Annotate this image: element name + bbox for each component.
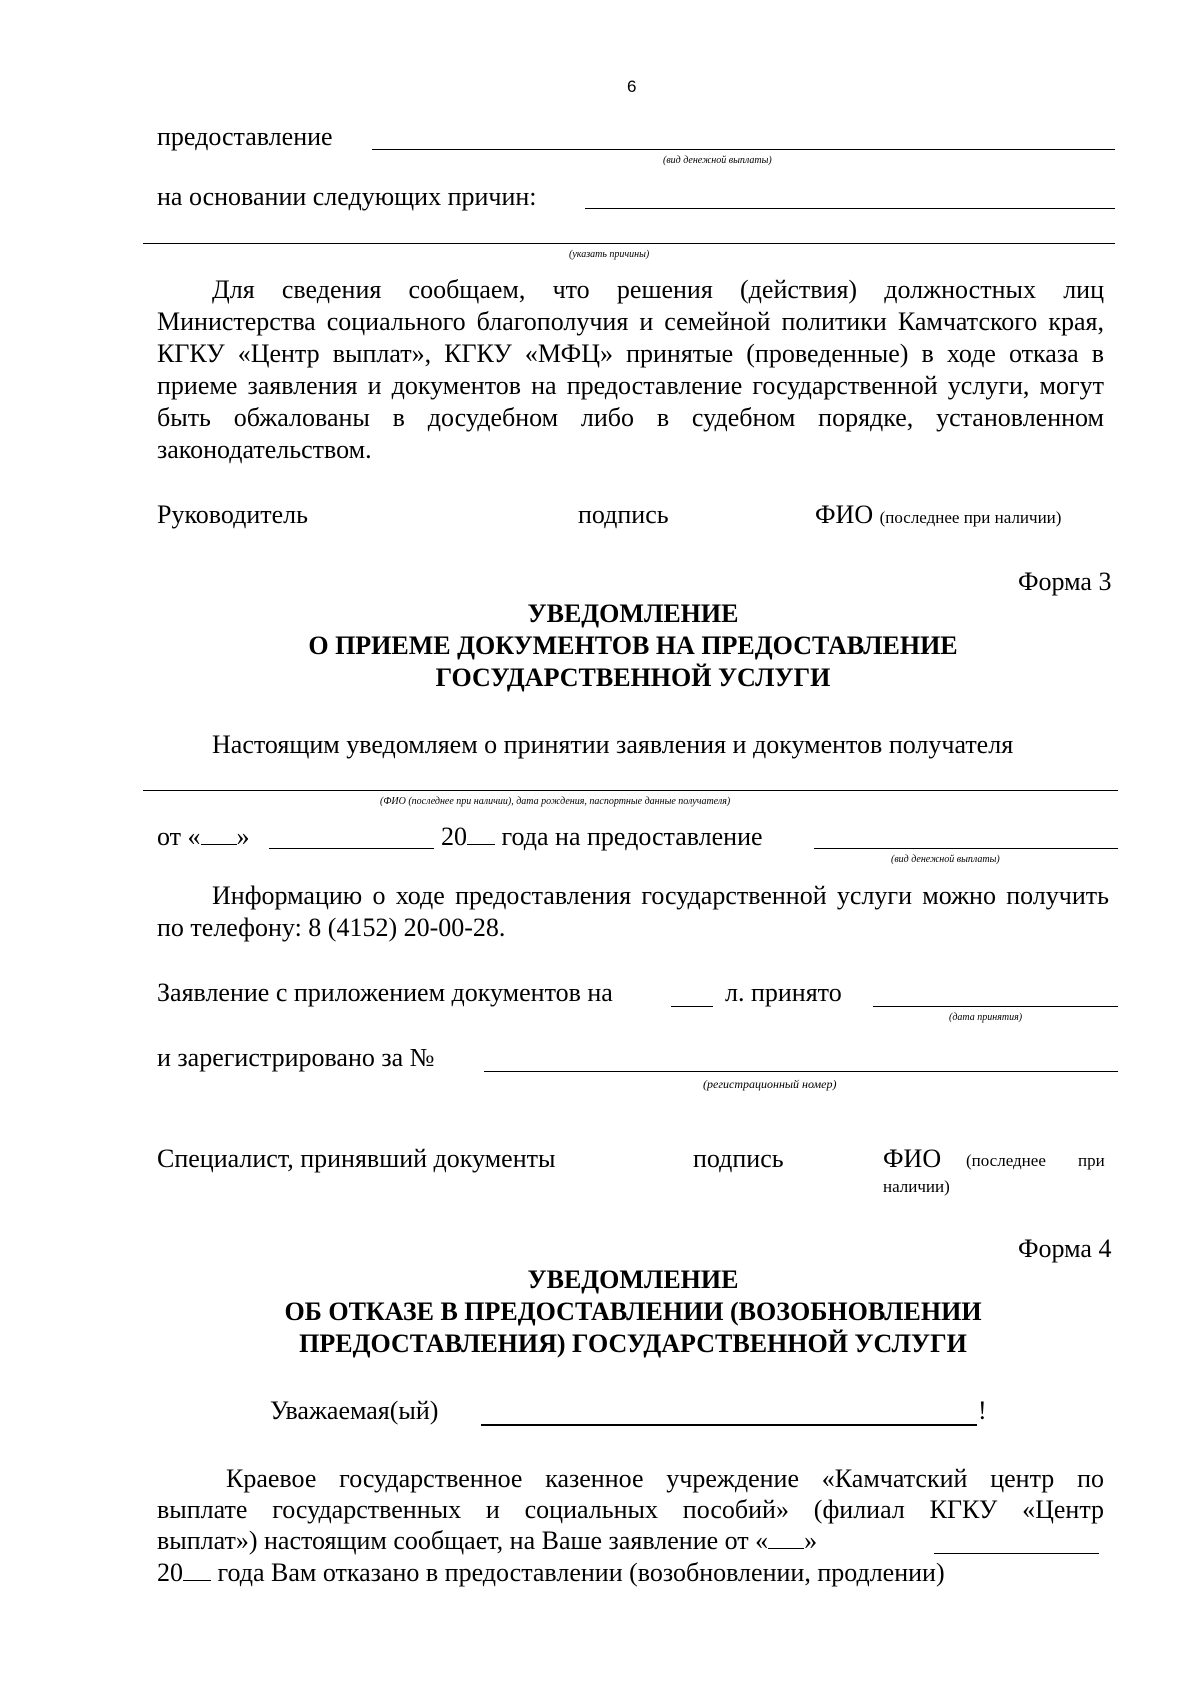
day-blank	[201, 824, 237, 845]
form4-title-line-3: ПРЕДОСТАВЛЕНИЯ) ГОСУДАРСТВЕННОЙ УСЛУГИ	[299, 1329, 967, 1358]
form4-day-blank	[768, 1528, 804, 1549]
form3-title-line-2: О ПРИЕМЕ ДОКУМЕНТОВ НА ПРЕДОСТАВЛЕНИЕ	[308, 631, 958, 660]
form4-quote-close: »	[804, 1526, 818, 1555]
reg-number-hint: (регистрационный номер)	[703, 1077, 837, 1091]
reasons-hint: (указать причины)	[569, 249, 650, 260]
date-quote-close: »	[236, 822, 250, 851]
recipient-hint: (ФИО (последнее при наличии), дата рождения, паспортные данные получателя)	[380, 796, 731, 807]
info-paragraph	[157, 880, 1109, 944]
head-fio-label: ФИО	[815, 500, 874, 529]
form4-title-line-2: ОБ ОТКАЗЕ В ПРЕДОСТАВЛЕНИИ (ВОЗОБНОВЛЕНИИ	[284, 1297, 982, 1326]
head-fio	[815, 502, 1061, 528]
form4-body-line-3-text: выплат») настоящим сообщает, на Ваше заявление от «	[157, 1526, 769, 1555]
greeting-end: !	[978, 1396, 987, 1425]
appeal-paragraph-text: Для сведения сообщаем, что решения (действия) должностных лиц Министерства социального благополучия и семейной политики Камчатского края, КГКУ «Центр выплат», КГКУ «МФЦ» принятые (проведенные) в ходе отказа в приеме заявления и документов на предоставление государственной услуги, могут быть обжалованы в досудебном либо в судебном порядке, установленном законодательством.	[157, 275, 1104, 464]
year-prefix: 20	[441, 822, 467, 851]
form4-label: Форма 4	[1018, 1234, 1112, 1263]
reasons-label: на основании следующих причин:	[157, 182, 537, 211]
page-number: 6	[627, 77, 637, 96]
specialist-fio-note-1: (последнее	[966, 1151, 1046, 1170]
form3-label: Форма 3	[1018, 567, 1112, 596]
application-prefix: Заявление с приложением документов на	[157, 978, 613, 1007]
recipient-line	[143, 790, 1118, 791]
form3-payment-line	[814, 848, 1118, 849]
reasons-line-1	[585, 208, 1115, 209]
year-blank	[467, 824, 495, 845]
head-fio-note: (последнее при наличии)	[879, 508, 1062, 527]
acceptance-date-line	[873, 1006, 1118, 1007]
form3-title	[0, 598, 1200, 694]
specialist-fio: ФИО	[883, 1144, 942, 1173]
form3-intro: Настоящим уведомляем о принятии заявления и документов получателя	[212, 730, 1014, 759]
specialist-fio-note-2: при	[1078, 1151, 1105, 1170]
greeting-name-line	[481, 1424, 977, 1426]
month-blank	[269, 848, 434, 849]
specialist-signature: подпись	[693, 1144, 784, 1173]
application-middle: л. принято	[725, 978, 842, 1007]
form4-year-prefix: 20	[157, 1558, 183, 1587]
form4-body-line-3	[157, 1528, 817, 1554]
form4-year-blank	[183, 1560, 211, 1581]
head-role: Руководитель	[157, 500, 308, 529]
form3-title-line-1: УВЕДОМЛЕНИЕ	[527, 599, 739, 628]
head-signature: подпись	[578, 500, 669, 529]
specialist-role: Специалист, принявший документы	[157, 1144, 556, 1173]
acceptance-date-hint: (дата принятия)	[949, 1012, 1023, 1023]
form4-body-line-4-text: года Вам отказано в предоставлении (возобновлении, продлении)	[217, 1558, 945, 1587]
specialist-fio-note-3: наличии)	[883, 1177, 950, 1196]
reasons-line-2	[143, 243, 1115, 244]
greeting: Уважаемая(ый)	[270, 1396, 439, 1425]
registered-label: и зарегистрировано за №	[157, 1043, 435, 1072]
form4-title-line-1: УВЕДОМЛЕНИЕ	[527, 1265, 739, 1294]
form4-body-line-4	[157, 1560, 945, 1586]
form3-payment-hint: (вид денежной выплаты)	[891, 854, 1000, 865]
form3-title-line-3: ГОСУДАРСТВЕННОЙ УСЛУГИ	[435, 663, 831, 692]
payment-type-line	[372, 149, 1115, 150]
date-suffix: года на предоставление	[501, 822, 763, 851]
reg-number-line	[484, 1071, 1118, 1072]
date-prefix: от «	[157, 822, 201, 851]
appeal-paragraph	[157, 274, 1104, 466]
date-row	[157, 824, 250, 850]
info-paragraph-text: Информацию о ходе предоставления государственной услуги можно получить по телефону: 8 (4152) 20-00-28.	[157, 881, 1109, 942]
form4-body-line-1: Краевое государственное казенное учреждение «Камчатский центр по	[226, 1464, 1104, 1493]
provision-label: предоставление	[157, 122, 333, 151]
form4-body-line-2: выплате государственных и социальных пособий» (филиал КГКУ «Центр	[157, 1495, 1104, 1524]
year-row	[441, 824, 763, 850]
form4-title	[0, 1264, 1200, 1360]
pages-blank	[671, 1006, 713, 1007]
form4-month-blank	[934, 1553, 1099, 1554]
payment-type-hint: (вид денежной выплаты)	[663, 155, 772, 166]
